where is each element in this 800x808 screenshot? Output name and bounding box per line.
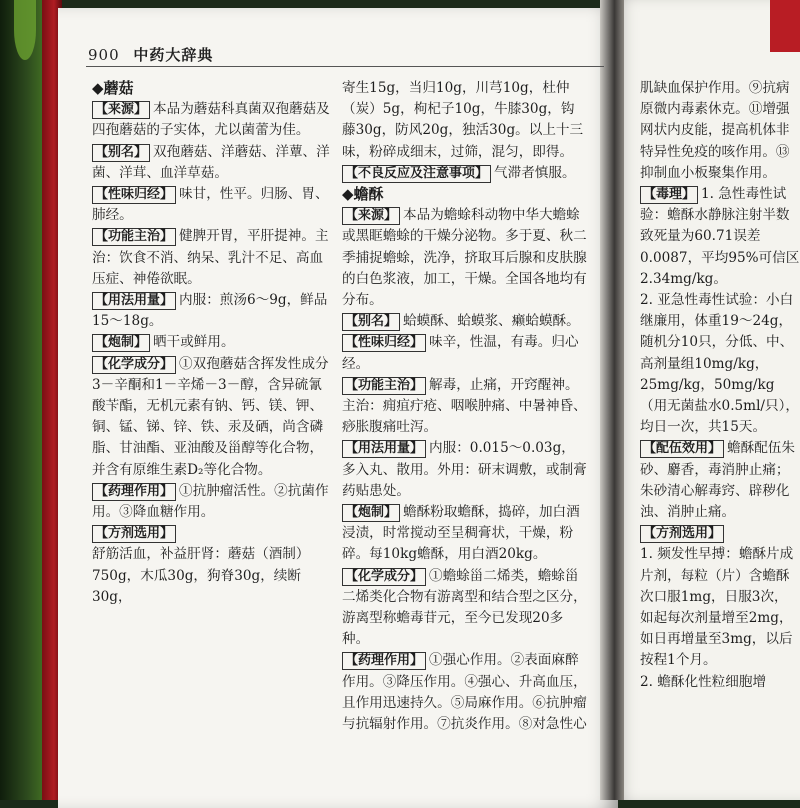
section-label: 【性味归经】 [342,334,426,352]
nature-paragraph [92,184,330,226]
section-text: 蟾酥配伍朱砂、麝香，毒消肿止痛；朱砂清心解毒窍、辟秽化浊、消肿止痛。 [640,440,795,521]
section-text: 本品为蟾蜍科动物中华大蟾蜍或黑眶蟾蜍的干燥分泌物。多于夏、秋二季捕捉蟾蜍，洗净，挤取耳后腺和皮肤腺的白色浆液，加工，干燥。全国各地均有分布。 [342,207,587,309]
section-label: 【别名】 [92,144,150,162]
entry-heading-chansu: ◆蟾酥 [342,185,384,204]
book-title: 中药大辞典 [133,46,214,64]
section-label: 【功能主治】 [92,228,176,246]
book-gutter [600,0,624,800]
pharmacology-paragraph [342,650,588,735]
function-paragraph [342,375,588,439]
column-2 [342,78,588,735]
section-label: 【功能主治】 [342,377,426,395]
section-label: 【炮制】 [342,504,400,522]
section-text: 蛤蟆酥、蛤蟆浆、癞蛤蟆酥。 [403,313,580,330]
section-label: 【配伍效用】 [640,440,724,458]
section-text: 双孢蘑菇、洋蘑菇、洋蕈、洋菌、洋茸、血洋草菇。 [92,143,330,181]
section-text: 味甘，性平。归肠、胃、肺经。 [92,186,329,224]
section-label: 【炮制】 [92,334,150,352]
section-label: 【别名】 [342,313,400,331]
section-label: 【化学成分】 [342,568,426,586]
alias-paragraph [92,142,330,184]
function-paragraph [92,226,330,290]
alias-paragraph [342,311,588,332]
entry-heading-mogu: ◆蘑菇 [92,79,134,97]
section-label: 【来源】 [342,207,400,225]
section-label: 【来源】 [92,101,150,119]
prescription-text-2: 2. 蟾酥化性粒细胞增 [640,673,767,690]
section-text: 晒干或鲜用。 [153,334,235,351]
section-label: 【药理作用】 [342,652,426,670]
column-1 [92,78,330,608]
compatibility-paragraph [640,438,800,523]
prescription-paragraph [640,523,800,544]
section-text: 味辛，性温，有毒。归心经。 [342,334,579,372]
section-label: 【化学成分】 [92,356,176,374]
section-text: ①强心作用。②表面麻醉作用。③降压作用。④强心、升高血压，且作用迅速持久。⑤局麻作用。⑥抗肿瘤与抗辐射作用。⑦抗炎作用。⑧对急性心 [342,652,587,733]
dosage-paragraph [342,438,588,502]
section-text: ①蟾蜍甾二烯类，蟾蜍甾二烯类化合物有游离型和结合型之区分，游离型称蟾毒苷元，至今已发现20多种。 [342,567,587,648]
source-paragraph [92,99,330,141]
preparation-paragraph [342,502,588,566]
chemistry-paragraph [342,566,588,651]
section-text: 本品为蘑菇科真菌双孢蘑菇及四孢蘑菇的子实体，尤以菌蕾为佳。 [92,101,330,139]
chemistry-paragraph [92,354,330,481]
subacute-text: 2. 亚急性毒性试验：小白继廉用，体重19～24g，随机分10只，分低、中、高剂量组10mg/kg，25mg/kg，50mg/kg（用无菌盐水0.5ml/只），均日一次，共15天。 [640,292,799,436]
section-label: 【方剂选用】 [92,525,176,543]
section-label: 【不良反应及注意事项】 [342,165,491,183]
page-header [88,44,213,65]
continued-text: 寄生15g，当归10g，川芎10g，杜仲（炭）5g，枸杞子10g，牛膝30g，钩藤30g，防风20g，独活30g。以上十三味，粉碎成细末，过筛，混匀，即得。 [342,80,584,160]
caution-paragraph [342,163,588,184]
section-label: 【用法用量】 [92,292,176,310]
dosage-paragraph [92,290,330,332]
section-label: 【用法用量】 [342,440,426,458]
section-text: 蟾酥粉取蟾酥，捣碎，加白酒浸渍，时常搅动至呈稠膏状，干燥，粉碎。每10kg蟾酥，用白酒20kg。 [342,504,580,563]
source-paragraph [342,205,588,311]
continued-text: 肌缺血保护作用。⑨抗病原微内毒素休克。⑪增强网状内皮能，提高机体非特异性免疫的咳作用。⑬抑制血小板聚集作用。 [640,80,790,181]
toxicology-paragraph [640,184,800,290]
section-text: ①双孢蘑菇含挥发性成分3－辛酮和1－辛烯－3－醇，含异硫氰酸苄酯，无机元素有钠、钙、镁、钾、铜、锰、锑、锌、铁、汞及硒，尚含磷脂、甘油酯、亚油酸及甾醇等化合物，并含有原维生素D₂等化合物。 [92,355,329,478]
preparation-paragraph [92,332,330,353]
section-text: 内服：煎汤6～9g，鲜品15～18g。 [92,292,328,330]
section-label: 【毒理】 [640,186,698,204]
prescription-paragraph [92,523,330,544]
section-text: 解毒，止痛，开窍醒神。主治：痈疽疔疮、咽喉肿痛、中暑神昏、痧胀腹痛吐泻。 [342,376,587,436]
prescription-text: 1. 频发性早搏：蟾酥片成片剂，每粒（片）含蟾酥次口服1mg，日服3次，如起每次剂量增至2mg，如日再增量至3mg，以后按程1个月。 [640,546,794,669]
header-rule [86,66,604,67]
section-text: 1. 急性毒性试验：蟾酥水静脉注射半数致死量为60.71误差0.0087，平均95%可信区2.34mg/kg。 [640,186,800,287]
section-text: 内服：0.015～0.03g，多入丸、散用。外用：研末调敷，或制膏药贴患处。 [342,440,587,499]
pharmacology-paragraph [92,481,330,523]
nature-paragraph [342,332,588,374]
section-label: 【性味归经】 [92,186,176,204]
prescription-text: 舒筋活血，补益肝肾：蘑菇（酒制）750g，木瓜30g，狗脊30g，续断30g， [92,546,310,605]
page-number: 900 [88,46,120,64]
section-label: 【药理作用】 [92,483,176,501]
right-cover-corner [770,0,800,52]
section-text: ①抗肿瘤活性。②抗菌作用。③降血糖作用。 [92,482,329,521]
section-text: 气滞者慎服。 [494,164,576,181]
section-label: 【方剂选用】 [640,525,724,543]
section-text: 健脾开胃，平肝提神。主治：饮食不消、纳呆、乳汁不足、高血压症、神倦欲眠。 [92,228,329,287]
column-3-right-page [640,78,800,798]
